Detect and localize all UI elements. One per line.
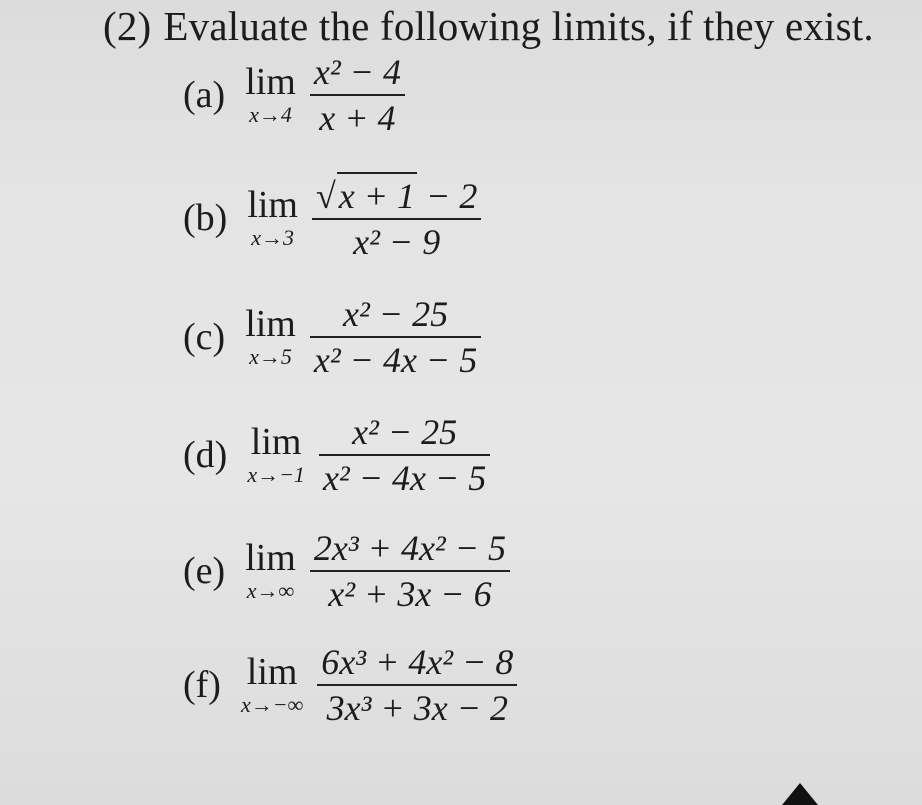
problem-label: (a) [183, 74, 226, 116]
question-text: Evaluate the following limits, if they exist. [163, 3, 874, 49]
lim-word: lim [245, 303, 296, 345]
denominator: x² − 4x − 5 [313, 340, 478, 380]
question-heading [103, 2, 874, 50]
numerator: x² − 4 [313, 52, 401, 92]
denominator: x² − 4x − 5 [322, 458, 487, 498]
problem-label: (f) [183, 664, 221, 706]
limit-subscript: x→∞ [246, 578, 295, 603]
fraction [312, 172, 481, 264]
problem-a [183, 50, 405, 140]
problem-b [183, 172, 481, 264]
limit-operator [245, 305, 296, 369]
problem-f [183, 640, 517, 730]
fraction [319, 410, 490, 500]
numerator-rest: − 2 [417, 176, 478, 216]
numerator: x² − 25 [352, 412, 458, 452]
mouse-pointer-icon [782, 783, 818, 805]
denominator: x² + 3x − 6 [328, 574, 492, 614]
problem-d [183, 410, 490, 500]
lim-word: lim [245, 61, 296, 103]
lim-word: lim [247, 184, 298, 226]
limit-operator [245, 539, 296, 603]
limit-operator [245, 63, 296, 127]
lim-word: lim [246, 651, 298, 693]
problem-label: (d) [183, 434, 228, 476]
limit-operator [247, 186, 298, 250]
denominator: 3x³ + 3x − 2 [326, 688, 508, 728]
problem-label: (e) [183, 550, 226, 592]
square-root-icon: √ [316, 176, 336, 216]
problem-label: (b) [183, 197, 228, 239]
lim-word: lim [245, 537, 296, 579]
limit-operator [241, 653, 303, 717]
limit-subscript: x→5 [249, 344, 292, 369]
radicand: x + 1 [337, 172, 417, 218]
problem-e [183, 526, 510, 616]
fraction [310, 526, 510, 616]
fraction [310, 292, 481, 382]
limit-subscript: x→3 [251, 225, 295, 250]
numerator: x² − 25 [343, 294, 449, 334]
problem-label: (c) [183, 316, 226, 358]
denominator: x + 4 [319, 98, 396, 138]
limit-subscript: x→−∞ [240, 692, 304, 717]
lim-word: lim [250, 421, 302, 463]
numerator: 6x³ + 4x² − 8 [321, 642, 514, 682]
question-number: (2) [103, 3, 152, 49]
limit-subscript: x→−1 [247, 462, 305, 487]
problem-c [183, 292, 481, 382]
limit-operator [247, 423, 305, 487]
fraction [317, 640, 517, 730]
numerator: 2x³ + 4x² − 5 [313, 528, 507, 568]
denominator: x² − 9 [353, 222, 441, 262]
limit-subscript: x→4 [249, 102, 292, 127]
fraction [310, 50, 405, 140]
numerator [312, 172, 481, 218]
